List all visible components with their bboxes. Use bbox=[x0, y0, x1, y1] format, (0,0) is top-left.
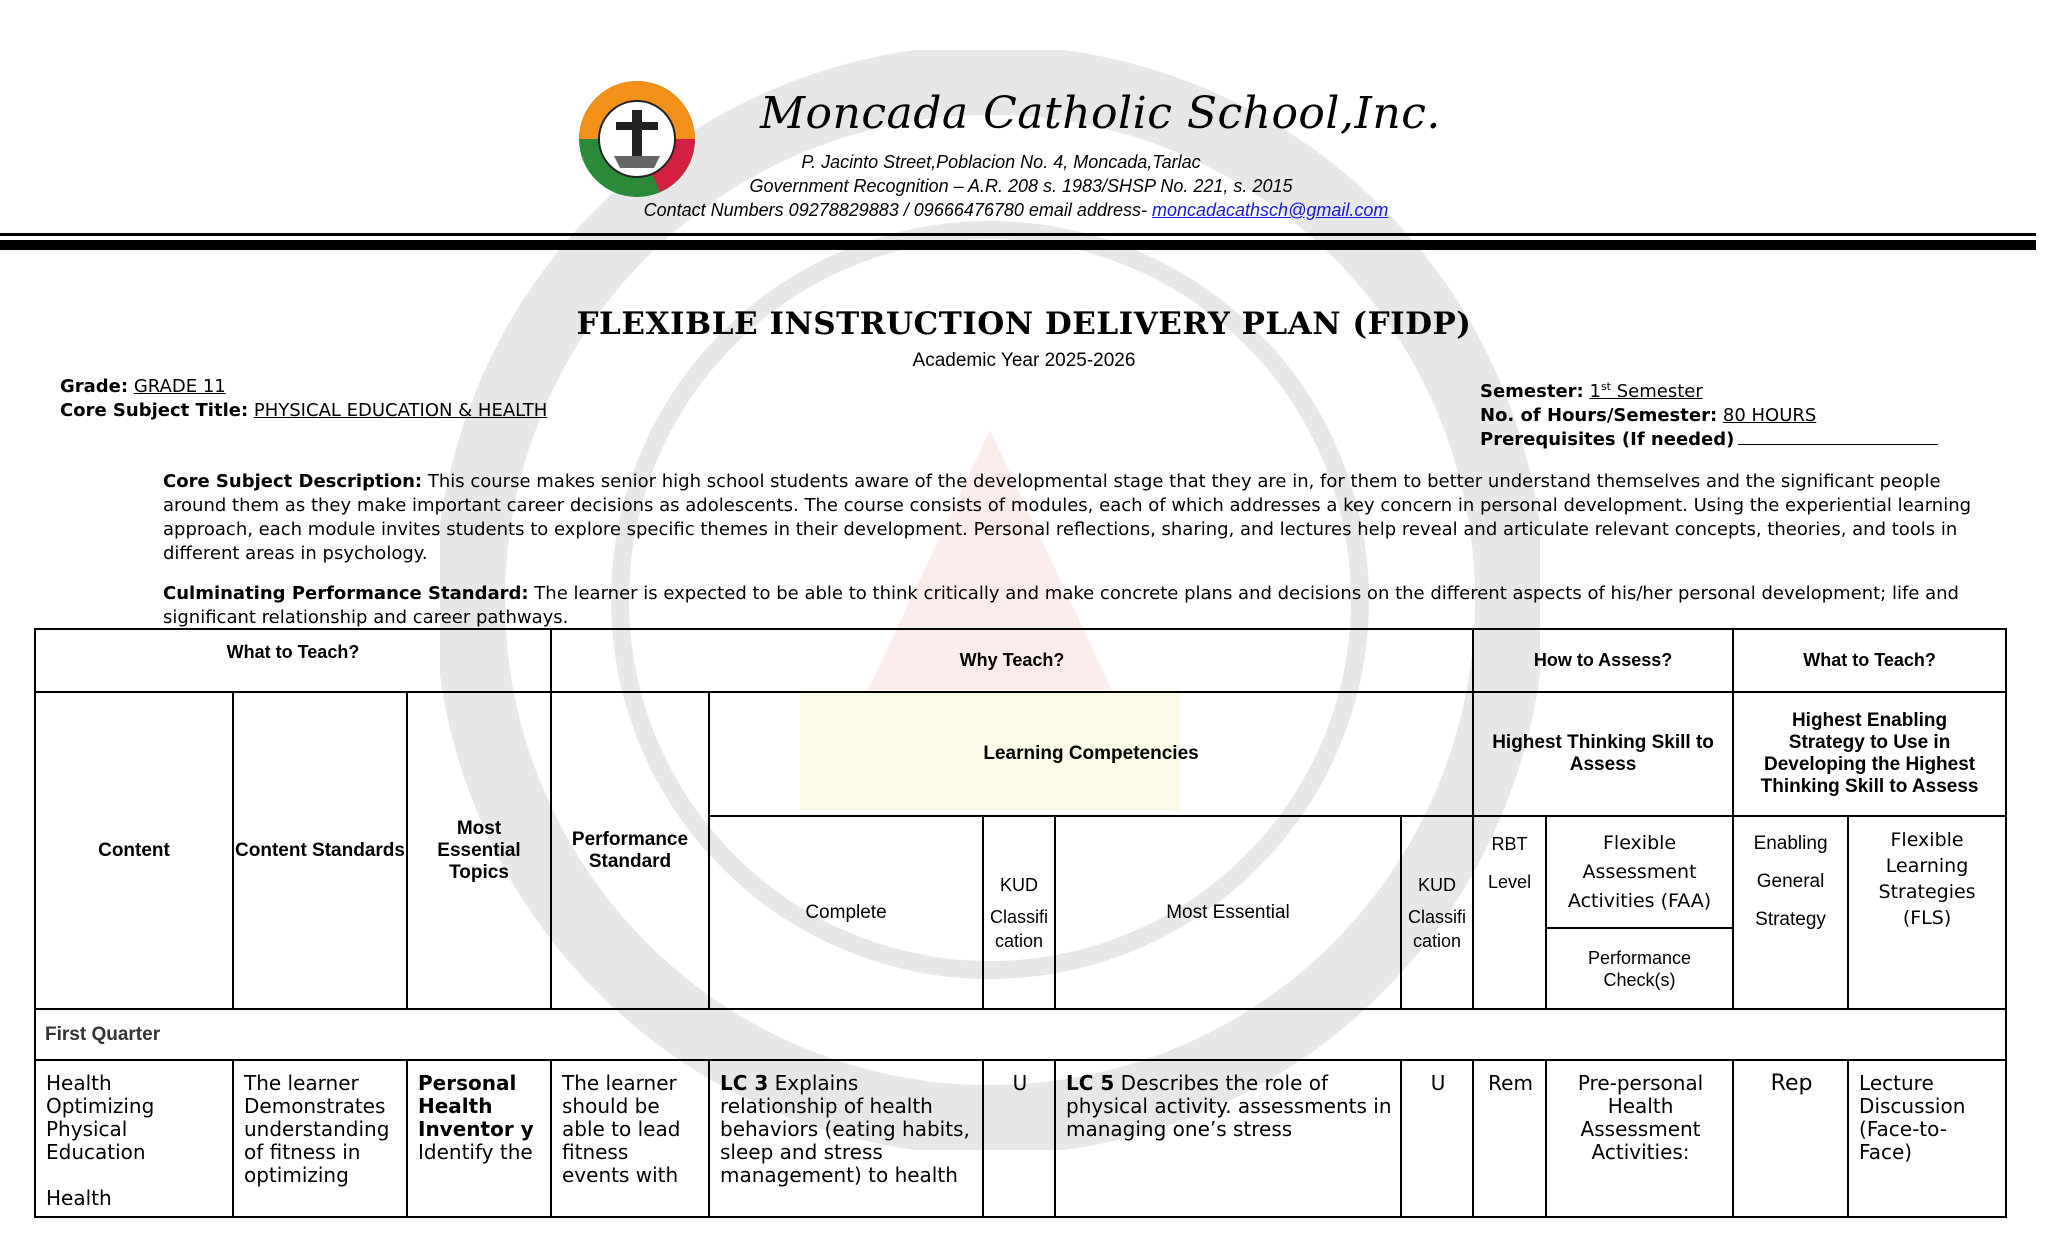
school-name: Moncada Catholic School,Inc. bbox=[760, 88, 1441, 139]
header-faa: Flexible Assessment Activities (FAA) bbox=[1547, 817, 1732, 929]
culminating-label: Culminating Performance Standard: bbox=[163, 583, 529, 604]
document-title: FLEXIBLE INSTRUCTION DELIVERY PLAN (FIDP) bbox=[576, 306, 1472, 342]
government-recognition: Government Recognition – A.R. 208 s. 1983/SHSP No. 221, s. 2015 bbox=[749, 176, 1293, 196]
group-why-teach: Why Teach? bbox=[551, 629, 1473, 692]
header-content: Content bbox=[35, 692, 233, 1009]
meta-right bbox=[1480, 375, 1938, 452]
row-most-essential-competency bbox=[1055, 1060, 1401, 1217]
header-content-standards: Content Standards bbox=[233, 692, 407, 1009]
row-lc-code: LC 3 bbox=[720, 1071, 769, 1095]
header-learning-competencies: Learning Competencies bbox=[709, 692, 1473, 816]
prerequisites-label: Prerequisites (If needed) bbox=[1480, 429, 1735, 450]
row-me-code: LC 5 bbox=[1066, 1071, 1115, 1095]
row-enabling-strategy: Rep bbox=[1733, 1060, 1848, 1217]
row-content-secondary: Health bbox=[46, 1186, 112, 1210]
hours-label: No. of Hours/Semester: bbox=[1480, 405, 1718, 426]
group-what-to-teach-2: What to Teach? bbox=[1733, 629, 2006, 692]
header-complete: Complete bbox=[709, 816, 983, 1009]
header-rbt-level: RBT Level bbox=[1473, 816, 1546, 1009]
subject-value: PHYSICAL EDUCATION & HEALTH bbox=[253, 400, 548, 421]
header-most-essential-topics: Most Essential Topics bbox=[407, 692, 551, 1009]
header-kud-classification-1: KUD Classification bbox=[983, 816, 1055, 1009]
core-subject-description bbox=[163, 470, 2008, 566]
description-text: This course makes senior high school students aware of the developmental stage that they are in, for them to better understand themselves and the significant people around them as they make important career decisions as adolescents. The course consists of modules, each of which addresses a key concern in personal development. Using the experiential learning approach, each module invites students to explore specific themes in their development. Personal reflections, sharing, and lectures help reveal and articulate relevant concepts, theories, and tools in different areas in psychology. bbox=[163, 471, 1972, 564]
row-content-standards: The learner Demonstrates understanding of fitness in optimizing bbox=[233, 1060, 407, 1217]
row-most-essential-topics bbox=[407, 1060, 551, 1217]
group-how-to-assess: How to Assess? bbox=[1473, 629, 1733, 692]
quarter-label: First Quarter bbox=[35, 1009, 2006, 1060]
row-lc-text: Explains relationship of health behaviors (eating habits, sleep and stress management) to health bbox=[720, 1071, 970, 1187]
email-link[interactable]: moncadacathsch@gmail.com bbox=[1151, 200, 1389, 220]
header-performance-checks: Performance Check(s) bbox=[1588, 947, 1692, 990]
header-fls: Flexible Learning Strategies (FLS) bbox=[1848, 816, 2006, 1009]
semester-label: Semester: bbox=[1480, 381, 1584, 402]
header-rule-thick bbox=[0, 240, 2036, 250]
header-performance-standard: Performance Standard bbox=[551, 692, 709, 1009]
prerequisites-blank bbox=[1738, 428, 1938, 445]
row-topic-title: Personal Health Inventor y bbox=[418, 1071, 534, 1141]
row-content bbox=[35, 1060, 233, 1217]
grade-label: Grade: bbox=[60, 376, 129, 397]
header-highest-enabling-strategy: Highest Enabling Strategy to Use in Developing the Highest Thinking Skill to Assess bbox=[1733, 692, 2006, 816]
row-rbt-level: Rem bbox=[1473, 1060, 1546, 1217]
header-highest-thinking-skill: Highest Thinking Skill to Assess bbox=[1473, 692, 1733, 816]
row-fls: Lecture Discussion (Face-to-Face) bbox=[1848, 1060, 2006, 1217]
row-me-text: Describes the role of physical activity. assessments in managing one’s stress bbox=[1066, 1071, 1392, 1141]
row-topic-text: Identify the bbox=[418, 1140, 533, 1164]
row-kud-1: U bbox=[983, 1060, 1055, 1217]
subject-label: Core Subject Title: bbox=[60, 400, 249, 421]
description-label: Core Subject Description: bbox=[163, 471, 423, 492]
row-performance-standard: The learner should be able to lead fitness events with bbox=[551, 1060, 709, 1217]
header-most-essential: Most Essential bbox=[1055, 816, 1401, 1009]
group-what-to-teach: What to Teach? bbox=[35, 629, 551, 692]
header-enabling-general-strategy: Enabling General Strategy bbox=[1733, 816, 1848, 1009]
culminating-text: The learner is expected to be able to think critically and make concrete plans and decisions on the different aspects of his/her personal development; life and significant relationship and career pathways. bbox=[163, 583, 1959, 628]
row-content-primary: Health Optimizing Physical Education bbox=[46, 1071, 155, 1164]
fidp-table bbox=[34, 628, 2007, 1218]
header-faa-cell bbox=[1546, 816, 1733, 1009]
contact-numbers: Contact Numbers 09278829883 / 09666476780 email address- bbox=[643, 200, 1147, 220]
school-address: P. Jacinto Street,Poblacion No. 4, Moncada,Tarlac bbox=[801, 152, 1201, 172]
grade-value: GRADE 11 bbox=[133, 376, 226, 397]
semester-value: 1st Semester bbox=[1589, 380, 1703, 402]
row-complete-competency bbox=[709, 1060, 983, 1217]
header-kud-classification-2: KUD Classification bbox=[1401, 816, 1473, 1009]
meta-left bbox=[60, 375, 547, 423]
header-rule-thin bbox=[0, 233, 2036, 236]
culminating-performance-standard bbox=[163, 582, 2008, 630]
academic-year: Academic Year 2025-2026 bbox=[912, 350, 1136, 371]
contact-line bbox=[0, 200, 2040, 221]
row-faa: Pre-personal Health Assessment Activities: bbox=[1546, 1060, 1733, 1217]
hours-value: 80 HOURS bbox=[1722, 405, 1817, 426]
row-kud-2: U bbox=[1401, 1060, 1473, 1217]
